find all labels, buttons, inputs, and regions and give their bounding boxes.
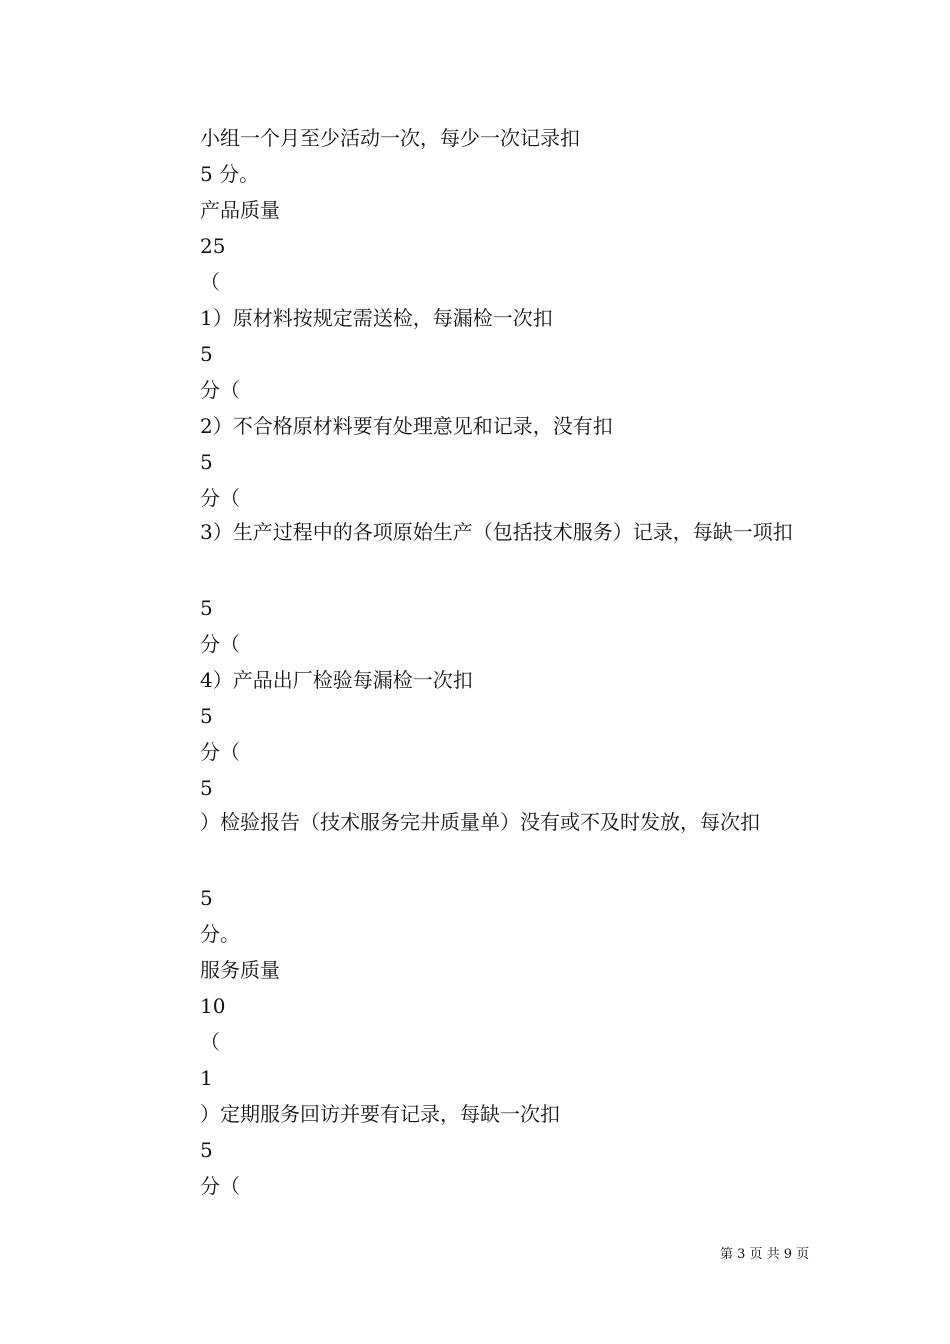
text-line: （	[200, 1030, 220, 1054]
page-footer: 第 3 页 共 9 页	[720, 1247, 810, 1262]
text-paragraph: 3）生产过程中的各项原始生产（包括技术服务）记录，每缺一项扣	[200, 520, 793, 544]
score-value: 25	[200, 234, 226, 258]
text-line: ）定期服务回访并要有记录，每缺一次扣	[200, 1102, 560, 1126]
text-line: 分（	[200, 740, 240, 764]
text-line: 5	[200, 1138, 213, 1162]
text-line: 2）不合格原材料要有处理意见和记录，没有扣	[200, 414, 613, 438]
text-line: （	[200, 270, 220, 294]
text-line: 1	[200, 1066, 213, 1090]
text-line: 分（	[200, 1174, 240, 1198]
text-line: 5	[200, 450, 213, 474]
section-heading: 产品质量	[200, 198, 280, 222]
text-line: 5 分。	[200, 162, 260, 186]
text-line: 5	[200, 886, 213, 910]
text-line: 分（	[200, 632, 240, 656]
section-heading: 服务质量	[200, 958, 280, 982]
text-line: 5	[200, 776, 213, 800]
text-line: 小组一个月至少活动一次，每少一次记录扣	[200, 126, 580, 150]
text-line: 5	[200, 342, 213, 366]
text-line: 分。	[200, 922, 240, 946]
text-line: 1）原材料按规定需送检，每漏检一次扣	[200, 306, 553, 330]
text-line: 5	[200, 704, 213, 728]
text-line: 分（	[200, 378, 240, 402]
text-line: 5	[200, 596, 213, 620]
text-line: 分（	[200, 486, 240, 510]
score-value: 10	[200, 994, 226, 1018]
text-paragraph: ）检验报告（技术服务完井质量单）没有或不及时发放，每次扣	[200, 810, 760, 834]
text-line: 4）产品出厂检验每漏检一次扣	[200, 668, 473, 692]
